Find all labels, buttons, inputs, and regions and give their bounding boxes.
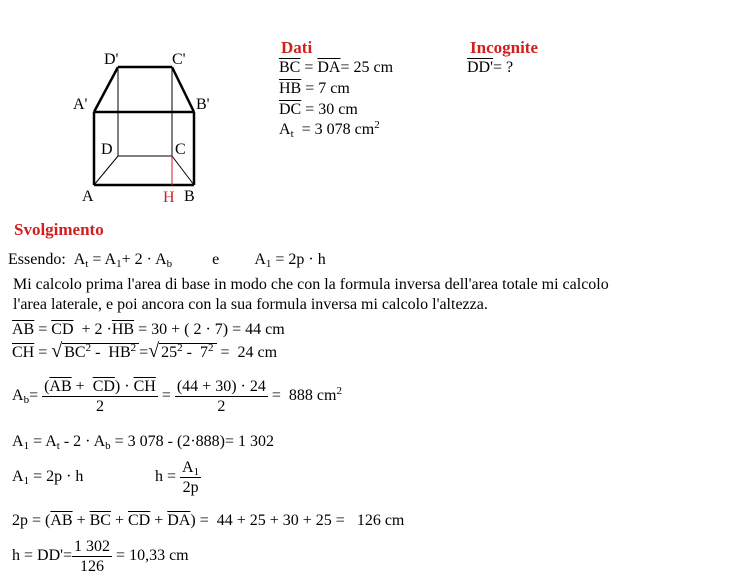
eq-2p: $2p = (\overline{AB} + \overline{BC} + \overline{CD} + \overline{DA}) = 44 + 25 + 30 + 25 = 126$ cm <box>12 512 405 529</box>
edge-cprime-bprime <box>172 67 194 112</box>
vertex-label-dprime: D' <box>104 51 119 68</box>
eq-h: h = DD'= $\frac{1 302}{126}$ = 10,33 cm <box>12 538 189 575</box>
paragraph-line-2: l'area laterale, e poi ancora con la sua formula inversa mi calcolo l'altezza. <box>13 296 488 313</box>
dati-heading: Dati <box>281 38 313 57</box>
eq-ch: $\overline{CH}$ = √ $BC^2 - \overline{HB}^2$ =√ $25^2 - 7^2 = 24$ cm <box>12 340 278 362</box>
dati-line-4: $A_t = 3$ 078 $cm^2$ <box>279 119 380 140</box>
essendo-line: Essendo: $A_t = A_1+ 2 \cdot A_b$ e $A_1 = 2p \cdot h$ <box>8 251 326 270</box>
eq-h-formula: h = $\frac{A_1}{2p}$ <box>155 459 200 496</box>
eq-area-base: $A_b=$ $\frac{(\overline{AB} + \overline{CD}) \cdot \overline{CH}}{2}$ = $\frac{(44 + 30) \cdot 24}{2}$ = 888 $cm^2$ <box>12 378 342 415</box>
dati-line-1: $\overline{BC} = \overline{DA}= 25$ cm <box>279 59 394 76</box>
edge-a-d <box>94 156 118 185</box>
dati-line-2: $\overline{HB} = 7$ cm <box>279 80 350 97</box>
vertex-label-a: A <box>82 188 94 205</box>
edge-aprime-dprime <box>94 67 118 112</box>
eq-a1-formula: $A_1 = 2p \cdot h$ <box>12 468 84 487</box>
vertex-label-cprime: C' <box>172 51 186 68</box>
vertex-label-bprime: B' <box>196 96 210 113</box>
incognite-heading: Incognite <box>470 38 538 57</box>
vertex-label-aprime: A' <box>73 96 88 113</box>
incognite-line-1: DD'= ? <box>467 59 514 76</box>
eq-a1: $A_1 = A_t - 2 \cdot A_b = 3$ 078 - (2·888)= 1 302 <box>12 433 275 452</box>
dati-line-3: $\overline{DC} = 30$ cm <box>279 101 358 118</box>
svolgimento-heading: Svolgimento <box>14 220 104 239</box>
vertex-label-h: H <box>163 189 175 206</box>
edge-b-c <box>172 156 194 185</box>
vertex-label-c: C <box>175 141 186 158</box>
eq-ab: $\overline{AB} = \overline{CD} + 2 \cdot\overline{HB} = 30$ + ( 2 · 7) = 44 cm <box>12 321 285 338</box>
vertex-label-b: B <box>184 188 195 205</box>
paragraph-line-1: Mi calcolo prima l'area di base in modo che con la formula inversa dell'area totale mi calcolo <box>13 276 609 293</box>
vertex-label-d: D <box>101 141 113 158</box>
